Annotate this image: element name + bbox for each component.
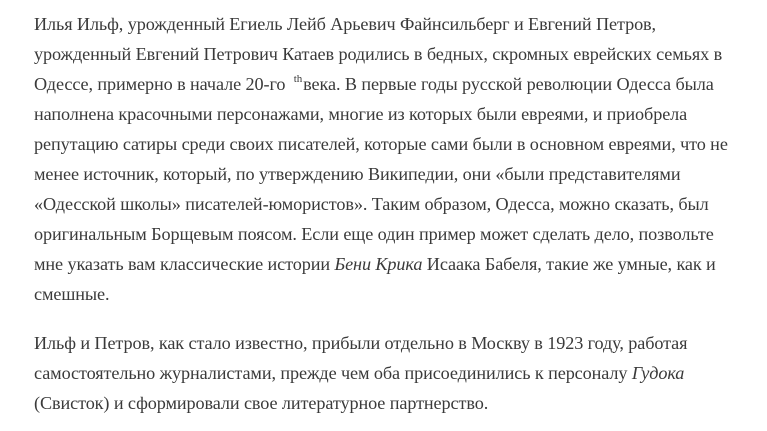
text-line <box>34 358 734 388</box>
paragraph-moscow-partnership <box>34 328 734 418</box>
text-fragment: Исаака Бабеля, такие же умные, как и <box>422 254 716 274</box>
superscript-th: th <box>293 73 303 85</box>
italic-newspaper-title: Гудока <box>631 363 685 383</box>
text-fragment: мне указать вам классические истории <box>34 254 335 274</box>
italic-book-title: Бени Крика <box>334 254 423 274</box>
text-line <box>34 249 734 279</box>
paragraph-odessa-origins <box>34 9 734 309</box>
text-line: смешные. <box>34 284 110 304</box>
text-fragment: самостоятельно журналистами, прежде чем оба присоединились к персоналу <box>34 363 632 383</box>
text-line: оригинальным Борщевым поясом. Если еще один пример может сделать дело, позвольте <box>34 224 714 244</box>
text-line: репутацию сатиры среди своих писателей, которые сами были в основном евреями, что не <box>34 134 728 154</box>
text-fragment: века. В первые годы русской революции Одесса была <box>303 74 714 94</box>
text-line <box>34 69 734 99</box>
text-line: (Свисток) и сформировали свое литературное партнерство. <box>34 393 489 413</box>
text-line: наполнена красочными персонажами, многие из которых были евреями, и приобрела <box>34 104 688 124</box>
text-line: «Одесской школы» писателей-юмористов». Таким образом, Одесса, можно сказать, был <box>34 194 709 214</box>
text-line: Ильф и Петров, как стало известно, прибыли отдельно в Москву в 1923 году, работая <box>34 333 688 353</box>
text-line: менее источник, который, по утверждению Википедии, они «были представителями <box>34 164 681 184</box>
text-line: урожденный Евгений Петрович Катаев родились в бедных, скромных еврейских семьях в <box>34 44 723 64</box>
text-fragment: Одессе, примерно в начале 20-го <box>34 74 290 94</box>
text-line: Илья Ильф, урожденный Егиель Лейб Арьевич Файнсильберг и Евгений Петров, <box>34 14 656 34</box>
